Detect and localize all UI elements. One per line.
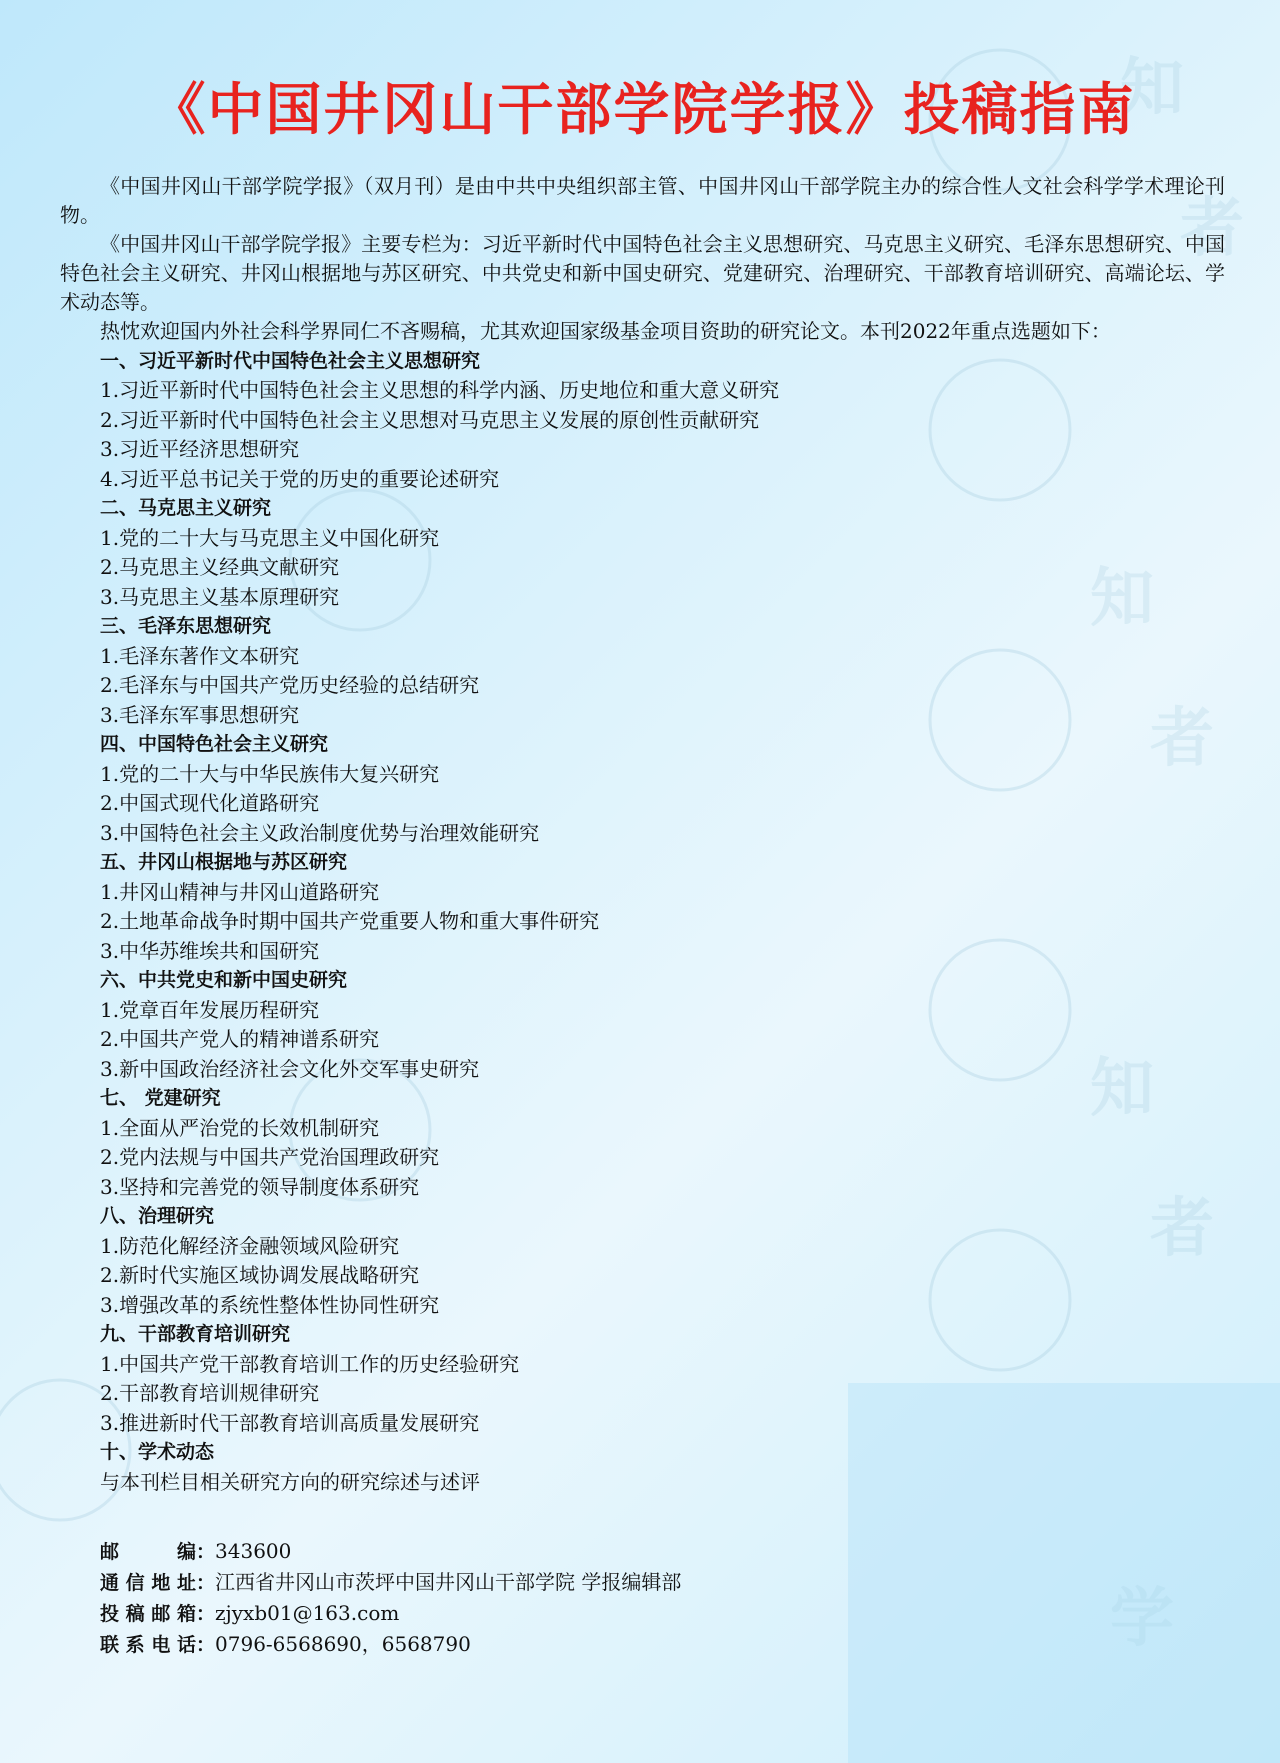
- topic-item: 3.增强改革的系统性整体性协同性研究: [100, 1292, 440, 1317]
- guide-page: [60, 70, 1225, 1660]
- email-value[interactable]: zjyxb01@163.com: [215, 1601, 400, 1626]
- section-heading: 二、马克思主义研究: [100, 497, 272, 520]
- topic-item: 2.马克思主义经典文献研究: [100, 555, 340, 580]
- topic-item: 2.新时代实施区域协调发展战略研究: [100, 1263, 420, 1288]
- topic-item: 3.中国特色社会主义政治制度优势与治理效能研究: [100, 820, 540, 845]
- topic-item: 3.新中国政治经济社会文化外交军事史研究: [100, 1056, 480, 1081]
- topic-section: [100, 347, 1225, 495]
- topic-section: [100, 848, 1225, 966]
- topic-outline: [60, 347, 1225, 1498]
- postcode-row: [100, 1536, 1225, 1567]
- label-colon: ：: [196, 1541, 216, 1564]
- topic-item: 3.习近平经济思想研究: [100, 437, 300, 462]
- topic-item: 1.井冈山精神与井冈山道路研究: [100, 879, 380, 904]
- address-value: 江西省井冈山市茨坪中国井冈山干部学院 学报编辑部: [215, 1570, 682, 1595]
- topic-item: 1.中国共产党干部教育培训工作的历史经验研究: [100, 1351, 520, 1376]
- intro-paragraph: 热忱欢迎国内外社会科学界同仁不吝赐稿，尤其欢迎国家级基金项目资助的研究论文。本刊2022年重点选题如下：: [100, 318, 1111, 343]
- section-heading: 九、干部教育培训研究: [100, 1323, 291, 1346]
- label-colon: ：: [196, 1634, 216, 1657]
- topic-item: 3.坚持和完善党的领导制度体系研究: [100, 1174, 420, 1199]
- topic-item: 1.全面从严治党的长效机制研究: [100, 1115, 380, 1140]
- label-colon: ：: [196, 1572, 216, 1595]
- postcode-label: 邮编: [100, 1541, 196, 1564]
- topic-section: [100, 1084, 1225, 1202]
- topic-item: 2.习近平新时代中国特色社会主义思想对马克思主义发展的原创性贡献研究: [100, 407, 760, 432]
- topic-item: 2.中国式现代化道路研究: [100, 791, 320, 816]
- topic-item: 2.党内法规与中国共产党治国理政研究: [100, 1145, 440, 1170]
- topic-section: [100, 494, 1225, 612]
- section-heading: 七、 党建研究: [100, 1087, 221, 1110]
- topic-item: 1.防范化解经济金融领域风险研究: [100, 1233, 400, 1258]
- watermark-glyph: 知: [1090, 1052, 1154, 1126]
- topic-section: [100, 1438, 1225, 1497]
- topic-item: 2.土地革命战争时期中国共产党重要人物和重大事件研究: [100, 909, 600, 934]
- topic-item: 3.马克思主义基本原理研究: [100, 584, 340, 609]
- label-colon: ：: [196, 1603, 216, 1626]
- section-heading: 八、治理研究: [100, 1205, 215, 1228]
- topic-item: 2.中国共产党人的精神谱系研究: [100, 1027, 380, 1052]
- topic-section: [100, 1320, 1225, 1438]
- phone-label: 联系电话: [100, 1634, 196, 1657]
- section-heading: 十、学术动态: [100, 1441, 215, 1464]
- topic-item: 1.毛泽东著作文本研究: [100, 643, 300, 668]
- section-heading: 五、井冈山根据地与苏区研究: [100, 851, 348, 874]
- section-heading: 一、习近平新时代中国特色社会主义思想研究: [100, 349, 481, 372]
- intro-paragraph: 《中国井冈山干部学院学报》（双月刊）是由中共中央组织部主管、中国井冈山干部学院主办的综合性人文社会科学学术理论刊物。: [60, 173, 1225, 227]
- topic-section: [100, 1202, 1225, 1320]
- section-heading: 六、中共党史和新中国史研究: [100, 969, 348, 992]
- topic-item: 2.干部教育培训规律研究: [100, 1381, 320, 1406]
- topic-item: 3.毛泽东军事思想研究: [100, 702, 300, 727]
- contact-info: [60, 1536, 1225, 1660]
- topic-item: 1.党的二十大与中华民族伟大复兴研究: [100, 761, 440, 786]
- section-heading: 四、中国特色社会主义研究: [100, 733, 329, 756]
- page-title: 《中国井冈山干部学院学报》投稿指南: [149, 78, 1136, 143]
- topic-section: [100, 730, 1225, 848]
- watermark-glyph: 者: [1180, 192, 1244, 266]
- topic-item: 1.党章百年发展历程研究: [100, 997, 320, 1022]
- watermark-glyph: 知: [1090, 562, 1154, 636]
- phone-value: 0796-6568690，6568790: [215, 1632, 471, 1657]
- topic-item: 1.习近平新时代中国特色社会主义思想的科学内涵、历史地位和重大意义研究: [100, 378, 780, 403]
- topic-item: 1.党的二十大与马克思主义中国化研究: [100, 525, 440, 550]
- section-heading: 三、毛泽东思想研究: [100, 615, 272, 638]
- topic-item: 4.习近平总书记关于党的历史的重要论述研究: [100, 466, 500, 491]
- address-row: [100, 1567, 1225, 1598]
- topic-item: 与本刊栏目相关研究方向的研究综述与述评: [100, 1469, 480, 1494]
- topic-item: 3.推进新时代干部教育培训高质量发展研究: [100, 1410, 480, 1435]
- intro-section: [60, 172, 1225, 346]
- watermark-glyph: 学: [1110, 1582, 1174, 1656]
- watermark-glyph: 者: [1150, 702, 1214, 776]
- watermark-glyph: 者: [1150, 1192, 1214, 1266]
- postcode-value: 343600: [215, 1539, 292, 1564]
- topic-section: [100, 612, 1225, 730]
- address-label: 通信地址: [100, 1572, 196, 1595]
- phone-row: [100, 1629, 1225, 1660]
- watermark-glyph: 知: [1120, 52, 1184, 126]
- email-row: [100, 1598, 1225, 1629]
- topic-item: 3.中华苏维埃共和国研究: [100, 938, 320, 963]
- topic-item: 2.毛泽东与中国共产党历史经验的总结研究: [100, 673, 480, 698]
- intro-paragraph: 《中国井冈山干部学院学报》主要专栏为：习近平新时代中国特色社会主义思想研究、马克思主义研究、毛泽东思想研究、中国特色社会主义研究、井冈山根据地与苏区研究、中共党史和新中国史研究、党建研究、治理研究、干部教育培训研究、高端论坛、学术动态等。: [60, 231, 1225, 314]
- topic-section: [100, 966, 1225, 1084]
- email-label: 投稿邮箱: [100, 1603, 196, 1626]
